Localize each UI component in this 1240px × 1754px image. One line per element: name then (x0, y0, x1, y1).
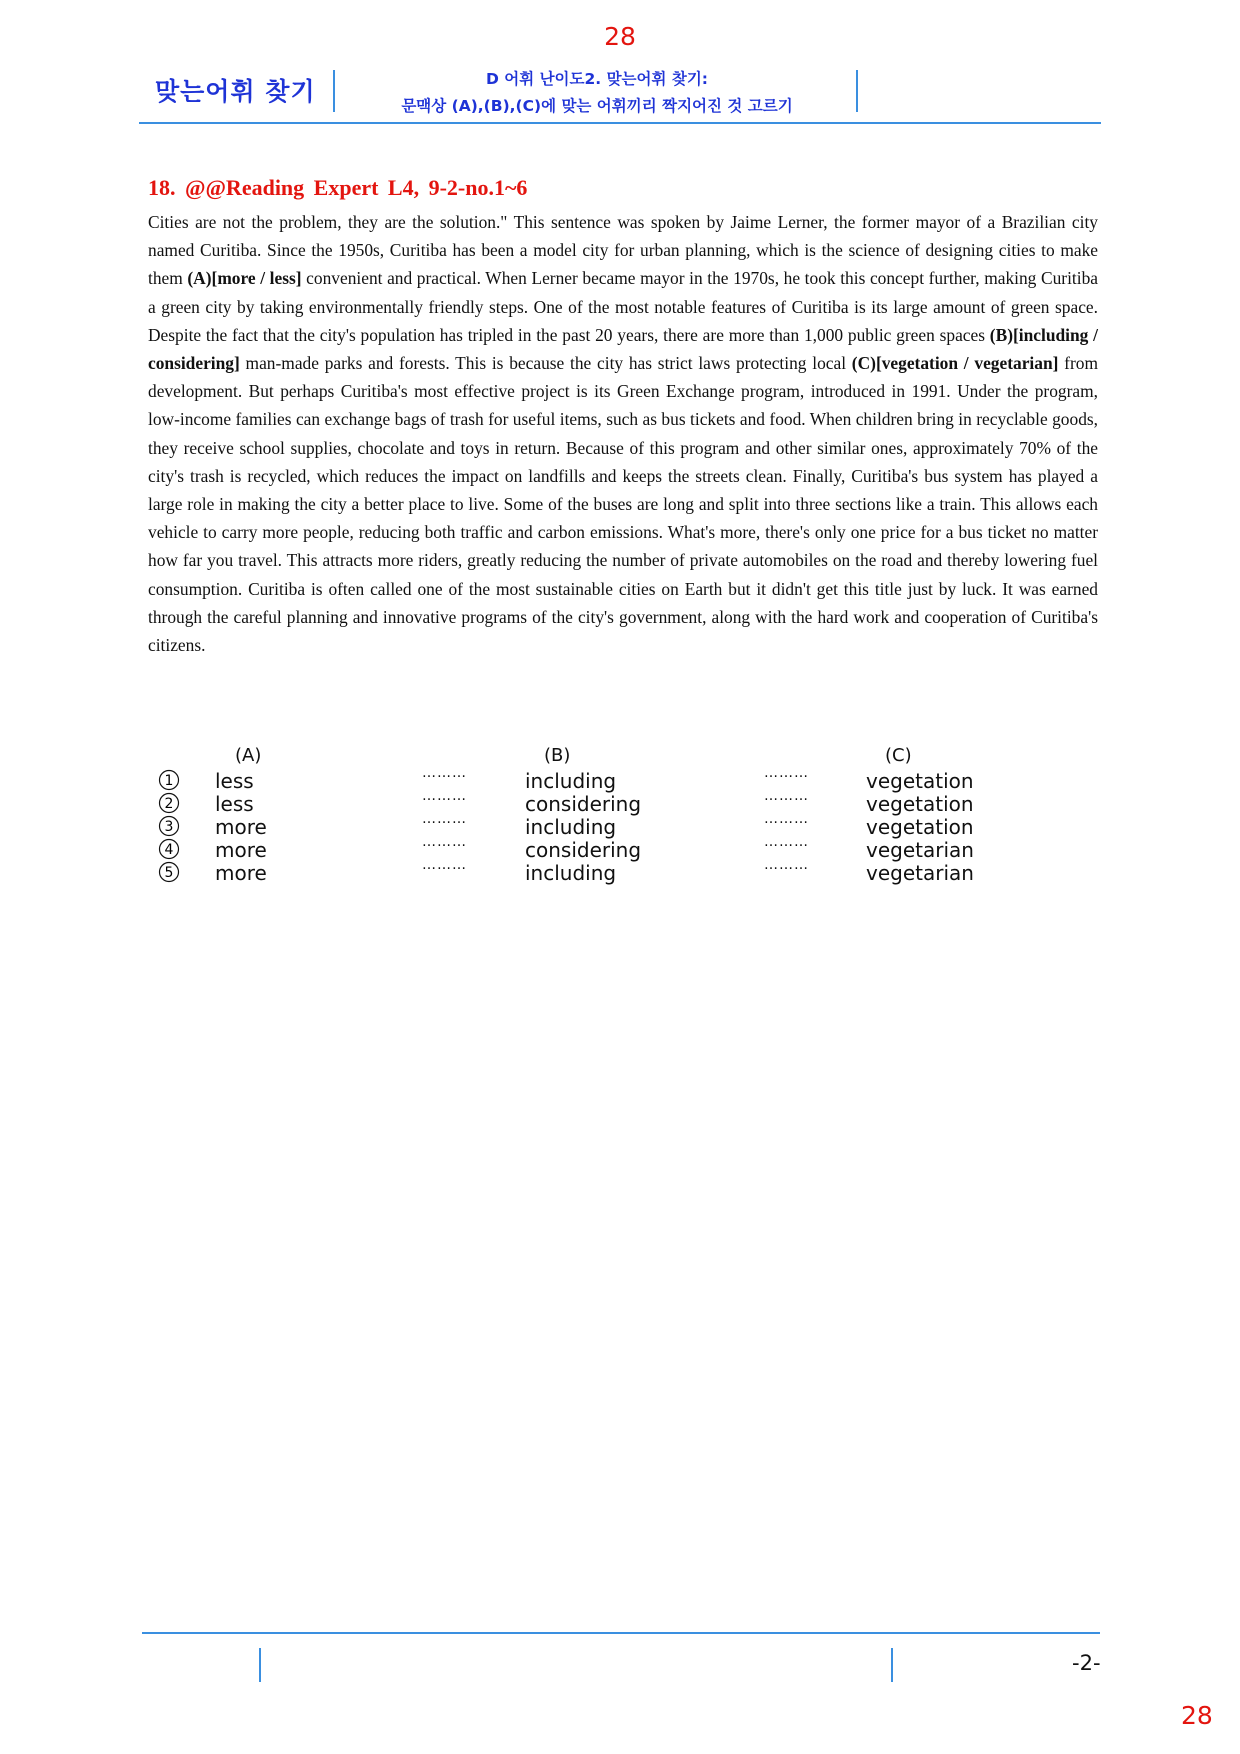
section-title: 맞는어휘 찾기 (155, 77, 316, 106)
column-header-a: (A) (235, 745, 262, 766)
header-subtitle-line2: 문맥상 (A),(B),(C)에 맞는 어휘끼리 짝지어진 것 고르기 (401, 97, 793, 115)
choice-b: including (525, 861, 617, 885)
svg-text:5: 5 (164, 865, 174, 881)
separator: ……… (422, 765, 467, 781)
blank-b: (B)[including / considering] (148, 324, 1098, 374)
passage-text-4: from development. But perhaps Curitiba's most effective project is its Green Exchange program, introduced in 1991. Under the program, low-income families can exchange bags of trash for useful items, such as bus tickets and food. When children bring in recyclable goods, they receive school supplies, chocolate and toys in return. Because of this program and other similar ones, approximately 70% of the city's trash is recycled, which reduces the impact on landfills and keeps the streets clean. Finally, Curitiba's bus system has played a large role in making the city a better place to live. Some of the buses are long and split into three sections like a train. This allows each vehicle to carry more people, reducing both traffic and carbon emissions. What's more, there's only one price for a bus ticket no matter how far you travel. This attracts more riders, greatly reducing the number of private automobiles on the road and thereby lowering fuel consumption. Curitiba is often called one of the most sustainable cities on Earth but it didn't get this title just by luck. It was earned through the careful planning and innovative programs of the city's government, along with the hard work and cooperation of Curitiba's citizens. (148, 353, 1098, 656)
choice-c: vegetarian (866, 861, 974, 885)
choice-number-4 (158, 838, 182, 862)
choice-row-4[interactable] (150, 834, 1050, 862)
reading-passage (148, 208, 1098, 659)
column-header-c: (C) (885, 745, 912, 766)
choice-a: more (215, 861, 267, 885)
header-subtitle-line1: D 어휘 난이도2. 맞는어휘 찾기: (485, 70, 709, 88)
header-divider-right (856, 70, 858, 112)
footer-divider-right (891, 1648, 893, 1682)
question-heading: 18. @@Reading Expert L4, 9-2-no.1~6 (148, 175, 528, 200)
separator: ……… (764, 811, 809, 827)
choice-b: including (525, 769, 617, 793)
choice-number-1 (158, 769, 182, 793)
page-number-bottom: 28 (1181, 1701, 1213, 1730)
footer-divider-left (259, 1648, 261, 1682)
separator: ……… (422, 788, 467, 804)
passage-text-1: Cities are not the problem, they are the solution." This sentence was spoken by Jaime Lerner, the former mayor of a Brazilian city named Curitiba. Since the 1950s, Curitiba has been a model city for urban planning, which is the science of designing cities to make them (148, 212, 1098, 289)
choice-c: vegetation (866, 769, 974, 793)
choice-c: vegetarian (866, 838, 974, 862)
separator: ……… (764, 788, 809, 804)
choice-c: vegetation (866, 815, 974, 839)
separator: ……… (422, 857, 467, 873)
svg-text:3: 3 (164, 819, 174, 835)
separator: ……… (422, 834, 467, 850)
blank-c: (C)[vegetation / vegetarian] (851, 353, 1059, 374)
header-divider-left (333, 70, 335, 112)
svg-text:1: 1 (164, 773, 174, 789)
choice-row-3[interactable] (150, 811, 1050, 839)
choice-a: more (215, 838, 267, 862)
choice-number-3 (158, 815, 182, 839)
choice-b: considering (525, 838, 642, 862)
choice-a: less (215, 792, 254, 816)
choice-c: vegetation (866, 792, 974, 816)
separator: ……… (764, 765, 809, 781)
choice-b: considering (525, 792, 642, 816)
choice-number-5 (158, 861, 182, 885)
footer-page-label: -2- (1072, 1651, 1101, 1675)
choice-a: less (215, 769, 254, 793)
footer-rule (142, 1632, 1100, 1634)
separator: ……… (764, 857, 809, 873)
choice-row-1[interactable] (150, 765, 1050, 793)
separator: ……… (764, 834, 809, 850)
svg-text:4: 4 (164, 842, 174, 858)
choice-row-5[interactable] (150, 857, 1050, 885)
choice-a: more (215, 815, 267, 839)
header-rule (139, 122, 1101, 124)
choice-row-2[interactable] (150, 788, 1050, 816)
column-header-b: (B) (544, 745, 571, 766)
passage-text-3: man-made parks and forests. This is because the city has strict laws protecting local (239, 353, 852, 374)
passage-text-2: convenient and practical. When Lerner became mayor in the 1970s, he took this concept further, making Curitiba a green city by taking environmentally friendly steps. One of the most notable features of Curitiba is its large amount of green space. Despite the fact that the city's population has tripled in the past 20 years, there are more than 1,000 public green spaces (148, 268, 1098, 345)
svg-text:2: 2 (164, 796, 174, 812)
blank-a: (A)[more / less] (187, 268, 302, 289)
choice-b: including (525, 815, 617, 839)
page-number-top: 28 (604, 22, 636, 51)
choice-number-2 (158, 792, 182, 816)
separator: ……… (422, 811, 467, 827)
